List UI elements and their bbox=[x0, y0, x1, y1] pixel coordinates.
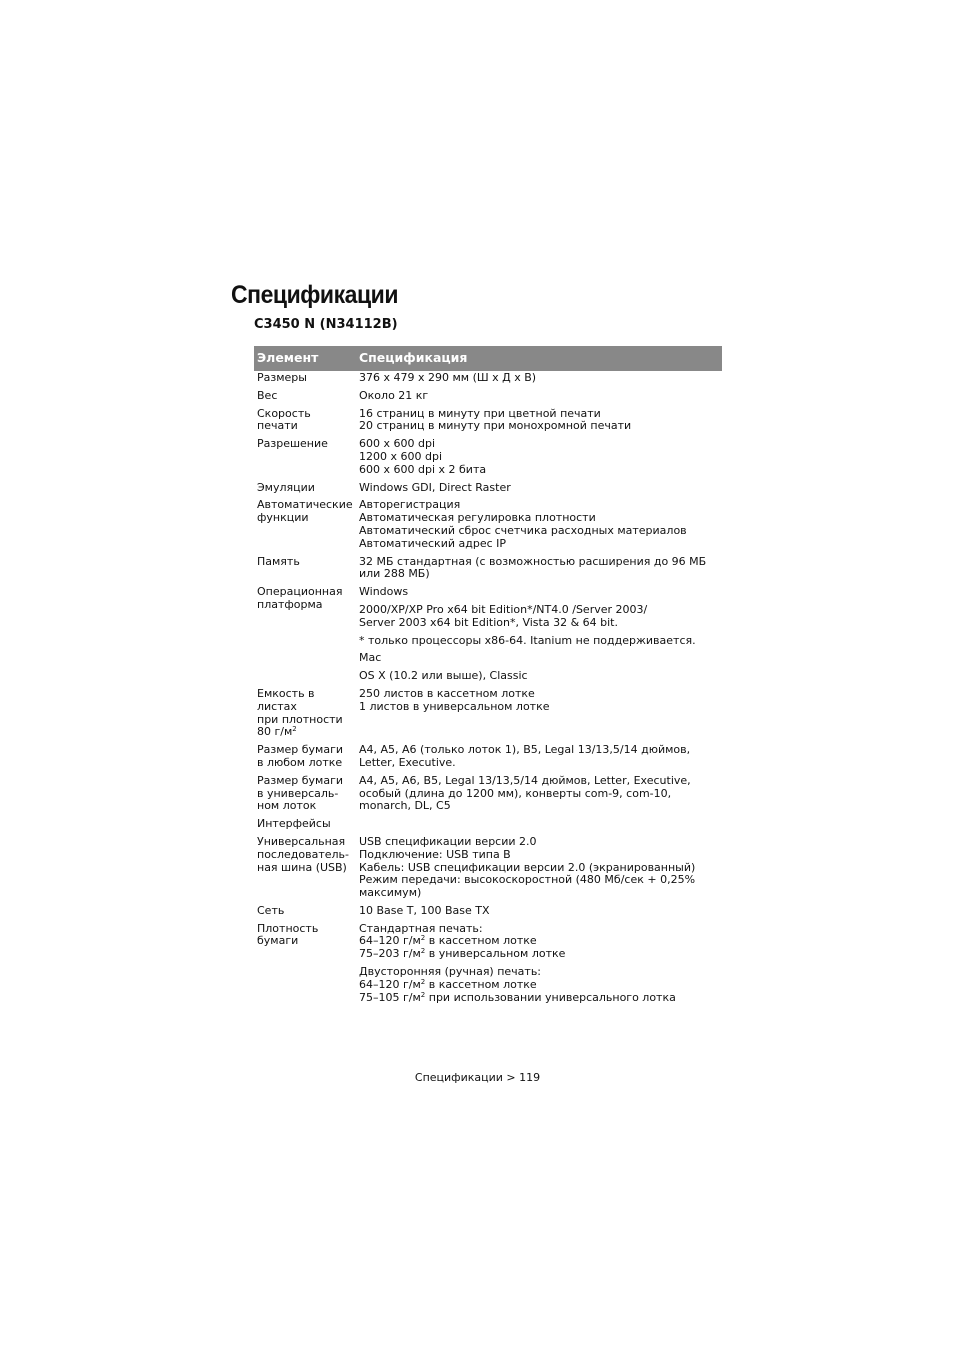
row-value bbox=[356, 922, 722, 1009]
label-line bbox=[257, 757, 353, 770]
value-line: Режим передачи: высокоскоростной (480 Мб/сек + 0,25% bbox=[359, 873, 696, 887]
row-label bbox=[254, 481, 356, 499]
value-line: monarch, DL, C5 bbox=[359, 799, 451, 813]
row-label bbox=[254, 437, 356, 480]
value-line: 600 x 600 dpi x 2 бита bbox=[359, 462, 487, 476]
value-line: максимум) bbox=[359, 886, 422, 900]
label-text: Память bbox=[257, 554, 300, 568]
value-paragraph bbox=[359, 905, 719, 918]
value-line: Server 2003 x64 bit Edition*, Vista 32 & 64 bit. bbox=[359, 615, 618, 629]
label-line bbox=[257, 800, 353, 813]
value-paragraph bbox=[359, 635, 719, 648]
row-value bbox=[356, 904, 722, 922]
label-text: Плотность bbox=[257, 921, 319, 935]
value-line: 1200 x 600 dpi bbox=[359, 449, 443, 463]
value-line: Автоматическая регулировка плотности bbox=[359, 511, 596, 525]
table-row bbox=[254, 774, 722, 817]
value-line: 2000/XP/XP Pro x64 bit Edition*/NT4.0 /Server 2003/ bbox=[359, 602, 648, 616]
table-row bbox=[254, 407, 722, 438]
label-text: Автоматические bbox=[257, 498, 353, 512]
value-line: A4, A5, A6 (только лоток 1), B5, Legal 13/13,5/14 дюймов, bbox=[359, 743, 691, 757]
label-line bbox=[257, 372, 353, 385]
row-label bbox=[254, 407, 356, 438]
label-text: Размеры bbox=[257, 371, 307, 384]
label-text: в любом лотке bbox=[257, 755, 343, 769]
value-line: или 288 МБ) bbox=[359, 567, 430, 581]
label-text: печати bbox=[257, 419, 298, 433]
row-label bbox=[254, 817, 356, 835]
value-text: Двусторонняя (ручная) печать: bbox=[359, 965, 542, 979]
label-text: Интерфейсы bbox=[257, 817, 331, 831]
value-paragraph bbox=[359, 499, 719, 550]
label-text: ном лоток bbox=[257, 799, 317, 813]
table-row bbox=[254, 922, 722, 1009]
value-paragraph bbox=[359, 688, 719, 714]
label-text: Эмуляции bbox=[257, 480, 315, 494]
label-text: Скорость bbox=[257, 406, 311, 420]
value-line: 250 листов в кассетном лотке bbox=[359, 686, 535, 700]
row-value bbox=[356, 389, 722, 407]
value-line: OS X (10.2 или выше), Classic bbox=[359, 669, 528, 683]
table-row bbox=[254, 904, 722, 922]
row-label bbox=[254, 498, 356, 554]
value-paragraph bbox=[359, 408, 719, 434]
label-line bbox=[257, 390, 353, 403]
label-text: ная шина (USB) bbox=[257, 860, 347, 874]
value-line: Автоматический адрес IP bbox=[359, 536, 507, 550]
value-line: * только процессоры x86-64. Itanium не поддерживается. bbox=[359, 633, 696, 647]
value-line: 32 МБ стандартная (с возможностью расширения до 96 МБ bbox=[359, 554, 707, 568]
value-text: 64–120 г/м bbox=[359, 934, 421, 948]
row-value bbox=[356, 498, 722, 554]
value-line bbox=[359, 992, 719, 1005]
value-text: 75–203 г/м bbox=[359, 947, 421, 961]
value-line: A4, A5, A6, B5, Legal 13/13,5/14 дюймов, Letter, Executive, bbox=[359, 773, 691, 787]
value-line: 1 листов в универсальном лотке bbox=[359, 699, 550, 713]
value-line: Windows GDI, Direct Raster bbox=[359, 480, 511, 494]
label-text: Размер бумаги bbox=[257, 743, 344, 757]
value-line: 10 Base T, 100 Base TX bbox=[359, 903, 490, 917]
label-line bbox=[257, 599, 353, 612]
value-line bbox=[359, 948, 719, 961]
label-line bbox=[257, 482, 353, 495]
label-text: Вес bbox=[257, 388, 278, 402]
row-value bbox=[356, 743, 722, 774]
label-line bbox=[257, 862, 353, 875]
label-line bbox=[257, 420, 353, 433]
model-subtitle: C3450 N (N34112B) bbox=[254, 317, 398, 332]
row-value bbox=[356, 585, 722, 687]
value-paragraph bbox=[359, 390, 719, 403]
label-text: Сеть bbox=[257, 903, 285, 917]
value-paragraph bbox=[359, 670, 719, 683]
table-row bbox=[254, 687, 722, 743]
value-text: 64–120 г/м bbox=[359, 977, 421, 991]
value-text: при использовании универсального лотка bbox=[425, 990, 676, 1004]
value-line: Подключение: USB типа B bbox=[359, 847, 511, 861]
value-line: 16 страниц в минуту при цветной печати bbox=[359, 406, 601, 420]
row-value bbox=[356, 687, 722, 743]
value-line: Кабель: USB спецификации версии 2.0 (экранированный) bbox=[359, 860, 696, 874]
row-label bbox=[254, 743, 356, 774]
value-line: Windows bbox=[359, 585, 409, 599]
table-row bbox=[254, 817, 722, 835]
value-paragraph bbox=[359, 836, 719, 900]
row-label bbox=[254, 687, 356, 743]
row-value bbox=[356, 407, 722, 438]
superscript: 2 bbox=[420, 934, 426, 943]
table-row bbox=[254, 743, 722, 774]
label-line bbox=[257, 905, 353, 918]
row-label bbox=[254, 371, 356, 389]
header-element: Элемент bbox=[254, 346, 356, 371]
spec-table bbox=[254, 346, 722, 1008]
label-text: в универсаль- bbox=[257, 786, 339, 800]
value-paragraph bbox=[359, 372, 719, 385]
table-row bbox=[254, 437, 722, 480]
row-label bbox=[254, 835, 356, 904]
value-paragraph bbox=[359, 744, 719, 770]
label-text: Емкость в bbox=[257, 686, 315, 700]
superscript: 2 bbox=[292, 725, 297, 734]
row-value bbox=[356, 481, 722, 499]
value-line: Автоматический сброс счетчика расходных материалов bbox=[359, 523, 687, 537]
value-paragraph bbox=[359, 652, 719, 665]
row-value bbox=[356, 371, 722, 389]
value-text: в кассетном лотке bbox=[425, 934, 537, 948]
value-line: 20 страниц в минуту при монохромной печати bbox=[359, 419, 632, 433]
label-line bbox=[257, 935, 353, 948]
label-text: платформа bbox=[257, 597, 323, 611]
value-line: Mac bbox=[359, 651, 382, 665]
row-label bbox=[254, 904, 356, 922]
value-line: Около 21 кг bbox=[359, 388, 429, 402]
table-row bbox=[254, 585, 722, 687]
value-paragraph bbox=[359, 966, 719, 1004]
label-line bbox=[257, 556, 353, 569]
label-text: бумаги bbox=[257, 934, 299, 948]
label-text: функции bbox=[257, 511, 309, 525]
label-text: при плотности bbox=[257, 712, 343, 726]
page-footer: Спецификации > 119 bbox=[414, 1071, 541, 1084]
value-line: особый (длина до 1200 мм), конверты com-9, com-10, bbox=[359, 786, 672, 800]
value-text: в универсальном лотке bbox=[425, 947, 566, 961]
superscript: 2 bbox=[420, 990, 426, 999]
row-value bbox=[356, 774, 722, 817]
header-specification: Спецификация bbox=[356, 346, 722, 371]
label-text: последователь- bbox=[257, 847, 349, 861]
table-row bbox=[254, 498, 722, 554]
row-label bbox=[254, 555, 356, 586]
row-value bbox=[356, 555, 722, 586]
table-row bbox=[254, 481, 722, 499]
label-line bbox=[257, 818, 353, 831]
value-paragraph bbox=[359, 556, 719, 582]
value-line: USB спецификации версии 2.0 bbox=[359, 834, 537, 848]
row-label bbox=[254, 774, 356, 817]
row-value bbox=[356, 437, 722, 480]
row-value bbox=[356, 817, 722, 835]
value-text: в кассетном лотке bbox=[425, 977, 537, 991]
value-text: 75–105 г/м bbox=[359, 990, 421, 1004]
label-text: листах bbox=[257, 699, 297, 713]
value-line: Letter, Executive. bbox=[359, 755, 456, 769]
label-text: Операционная bbox=[257, 585, 343, 599]
label-text: Универсальная bbox=[257, 834, 346, 848]
row-label bbox=[254, 922, 356, 1009]
value-line: Авторегистрация bbox=[359, 498, 461, 512]
value-line: 376 x 479 x 290 мм (Ш x Д x В) bbox=[359, 371, 537, 384]
value-paragraph bbox=[359, 923, 719, 961]
row-value bbox=[356, 835, 722, 904]
table-row bbox=[254, 555, 722, 586]
label-line bbox=[257, 438, 353, 451]
label-line bbox=[257, 512, 353, 525]
label-text: Размер бумаги bbox=[257, 773, 344, 787]
value-text: Стандартная печать: bbox=[359, 921, 483, 935]
label-text: 80 г/м bbox=[257, 725, 293, 739]
value-paragraph bbox=[359, 586, 719, 599]
label-line bbox=[257, 726, 353, 739]
label-text: Разрешение bbox=[257, 437, 328, 451]
row-label bbox=[254, 585, 356, 687]
value-paragraph bbox=[359, 604, 719, 630]
table-header-row bbox=[254, 346, 722, 371]
row-label bbox=[254, 389, 356, 407]
value-line: 600 x 600 dpi bbox=[359, 437, 436, 451]
table-row bbox=[254, 371, 722, 389]
value-paragraph bbox=[359, 438, 719, 476]
value-paragraph bbox=[359, 482, 719, 495]
page-title: Спецификации bbox=[231, 281, 399, 309]
table-row bbox=[254, 835, 722, 904]
value-paragraph bbox=[359, 775, 719, 813]
superscript: 2 bbox=[420, 947, 426, 956]
table-row bbox=[254, 389, 722, 407]
superscript: 2 bbox=[420, 977, 426, 986]
